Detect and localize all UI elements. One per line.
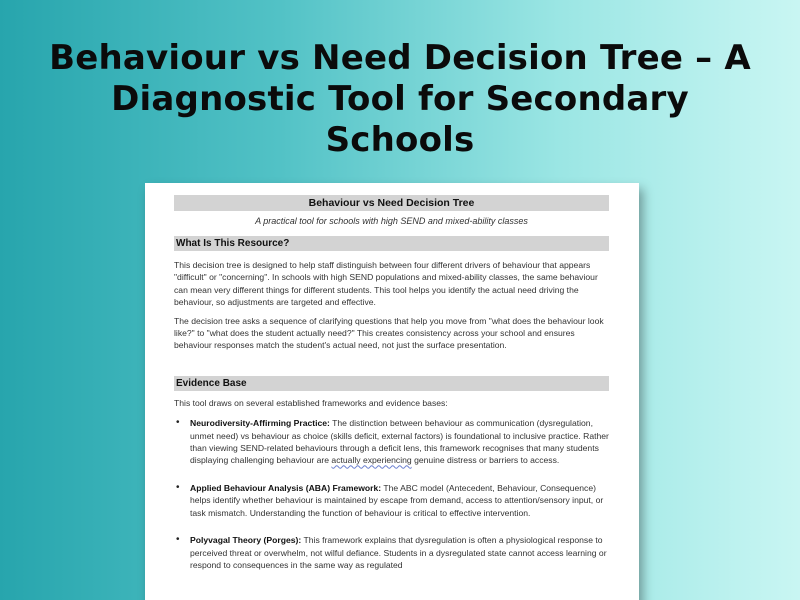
list-item bbox=[174, 417, 609, 467]
bullet-text: The distinction between behaviour as communication (dysregulation, unmet need) vs behaviour as choice (skills deficit, external factors) is foundational to inclusive practice. Rather than viewing SEND-related behaviours through a deficit lens, this framework recognises that many students displaying challenging behaviour are bbox=[190, 418, 609, 466]
paragraph: This decision tree is designed to help staff distinguish between four different drivers of behaviour that appears "difficult" or "concerning". In schools with high SEND populations and mixed-ability classes, the same behaviour can mean very different things for different students. This tool helps you identify the actual need driving the behaviour, so adjustments are targeted and effective. bbox=[174, 260, 598, 308]
bullet-text: genuine distress or barriers to access. bbox=[411, 455, 560, 466]
evidence-intro: This tool draws on several established frameworks and evidence bases: bbox=[174, 397, 448, 408]
bullet-text: The ABC model (Antecedent, Behaviour, Consequence) helps identify whether behaviour is maintained by escape from demand, access to attention/sensory input, or task mismatch. Understanding the function of behaviour is critical to effective intervention. bbox=[190, 482, 604, 518]
list-item bbox=[174, 482, 609, 519]
bullet-text: This framework explains that dysregulation is often a physiological response to perceived threat or overwhelm, not wilful defiance. Students in a dysregulated state cannot access learning or respond to consequences in the same way as regulated bbox=[190, 535, 607, 570]
bullet-label: Polyvagal Theory (Porges): bbox=[190, 535, 302, 546]
page-title: Behaviour vs Need Decision Tree – A Diagnostic Tool for Secondary Schools bbox=[49, 38, 751, 160]
spellcheck-underlined-text: actually experiencing bbox=[331, 455, 412, 466]
document-title: Behaviour vs Need Decision Tree bbox=[174, 195, 609, 211]
section-heading-what-is: What Is This Resource? bbox=[174, 236, 609, 251]
document-page bbox=[145, 183, 639, 600]
list-item bbox=[174, 534, 609, 571]
bullet-label: Applied Behaviour Analysis (ABA) Framework: bbox=[190, 482, 382, 493]
paragraph: The decision tree asks a sequence of clarifying questions that help you move from "what does the behaviour look like?" to "what does the student actually need?" This creates consistency across your school and ensures behaviour responses match the student's actual need, not just the surface presentation. bbox=[174, 315, 604, 351]
bullet-label: Neurodiversity-Affirming Practice: bbox=[190, 418, 330, 429]
document-subtitle: A practical tool for schools with high SEND and mixed-ability classes bbox=[255, 216, 528, 226]
evidence-list bbox=[174, 417, 609, 571]
section-heading-evidence-base: Evidence Base bbox=[174, 376, 609, 391]
